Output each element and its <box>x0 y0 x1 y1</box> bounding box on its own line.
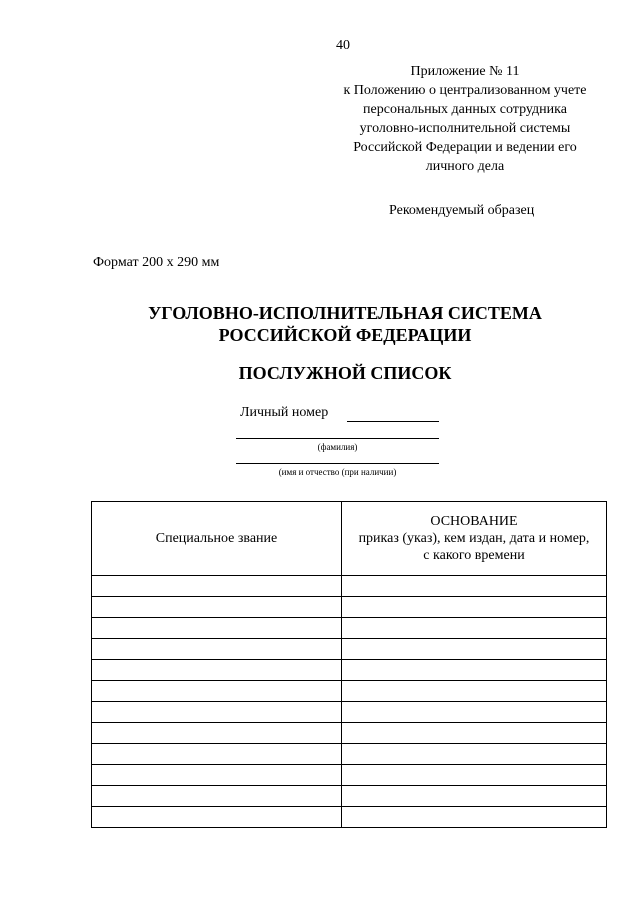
column-header-rank: Специальное звание <box>92 502 342 576</box>
name-field[interactable] <box>236 463 439 464</box>
basis-cell[interactable] <box>342 723 607 744</box>
name-caption: (имя и отчество (при наличии) <box>278 467 397 477</box>
rank-cell[interactable] <box>92 681 342 702</box>
table-row <box>92 807 607 828</box>
header-line: ОСНОВАНИЕ <box>430 514 518 529</box>
appendix-line: Российской Федерации и ведении его <box>353 140 577 155</box>
heading-line-2: РОССИЙСКОЙ ФЕДЕРАЦИИ <box>218 325 472 345</box>
rank-cell[interactable] <box>92 660 342 681</box>
rank-cell[interactable] <box>92 639 342 660</box>
document-heading <box>80 302 610 346</box>
surname-caption: (фамилия) <box>317 442 358 452</box>
rank-cell[interactable] <box>92 576 342 597</box>
heading-line-1: УГОЛОВНО-ИСПОЛНИТЕЛЬНАЯ СИСТЕМА <box>148 303 542 323</box>
personal-number-field[interactable] <box>347 421 439 422</box>
surname-field[interactable] <box>236 438 439 439</box>
table-row <box>92 723 607 744</box>
table-row <box>92 702 607 723</box>
appendix-line: Приложение № 11 <box>410 64 520 79</box>
rank-cell[interactable] <box>92 744 342 765</box>
appendix-line: персональных данных сотрудника <box>363 102 567 117</box>
appendix-block <box>330 62 600 176</box>
personal-number-label: Личный номер <box>240 405 329 420</box>
basis-cell[interactable] <box>342 681 607 702</box>
header-line: приказ (указ), кем издан, дата и номер, <box>358 531 590 546</box>
basis-cell[interactable] <box>342 576 607 597</box>
basis-cell[interactable] <box>342 765 607 786</box>
basis-cell[interactable] <box>342 597 607 618</box>
ranks-table <box>91 501 607 828</box>
appendix-line: уголовно-исполнительной системы <box>359 121 571 136</box>
table-row <box>92 576 607 597</box>
table-row <box>92 639 607 660</box>
table-row <box>92 597 607 618</box>
basis-cell[interactable] <box>342 807 607 828</box>
rank-cell[interactable] <box>92 807 342 828</box>
rank-cell[interactable] <box>92 618 342 639</box>
rank-cell[interactable] <box>92 786 342 807</box>
rank-cell[interactable] <box>92 597 342 618</box>
basis-cell[interactable] <box>342 744 607 765</box>
appendix-line: личного дела <box>425 159 505 174</box>
basis-cell[interactable] <box>342 702 607 723</box>
basis-cell[interactable] <box>342 660 607 681</box>
rank-cell[interactable] <box>92 723 342 744</box>
page-number: 40 <box>336 38 350 53</box>
column-header-basis <box>342 502 607 576</box>
document-title: ПОСЛУЖНОЙ СПИСОК <box>238 363 452 383</box>
table-row <box>92 618 607 639</box>
table-row <box>92 765 607 786</box>
table-row <box>92 660 607 681</box>
basis-cell[interactable] <box>342 639 607 660</box>
sample-label: Рекомендуемый образец <box>389 203 535 218</box>
appendix-line: к Положению о централизованном учете <box>343 83 587 98</box>
table-header-row <box>92 502 607 576</box>
basis-cell[interactable] <box>342 786 607 807</box>
rank-cell[interactable] <box>92 765 342 786</box>
table-row <box>92 744 607 765</box>
table-row <box>92 786 607 807</box>
table-row <box>92 681 607 702</box>
header-line: с какого времени <box>423 548 525 563</box>
basis-cell[interactable] <box>342 618 607 639</box>
format-label: Формат 200 х 290 мм <box>93 255 220 270</box>
rank-cell[interactable] <box>92 702 342 723</box>
